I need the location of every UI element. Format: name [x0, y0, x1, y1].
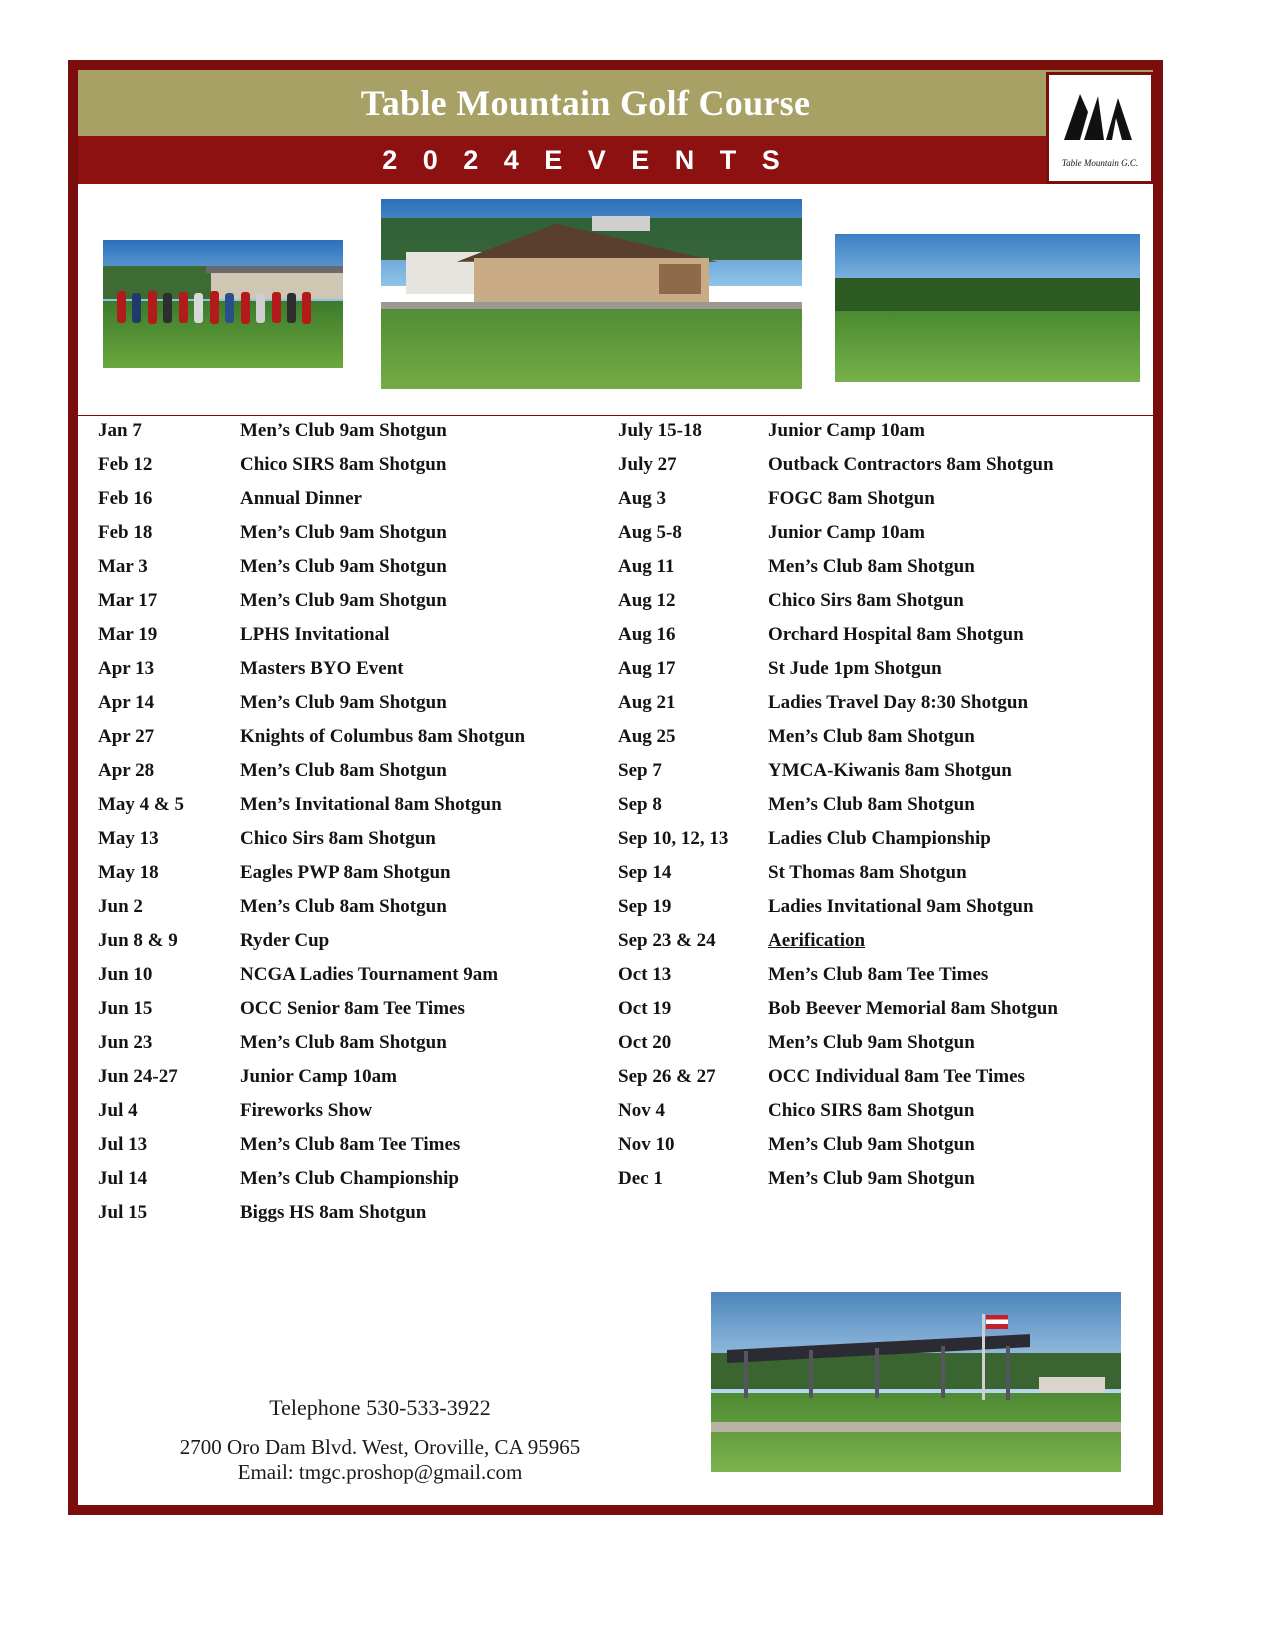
event-date: Aug 17	[618, 658, 676, 679]
event-description: Men’s Club 9am Shotgun	[768, 1032, 975, 1053]
events-list	[78, 420, 1153, 1290]
event-row	[618, 930, 1148, 964]
event-description: Masters BYO Event	[240, 658, 404, 679]
event-date: Apr 27	[98, 726, 155, 747]
event-description: Aerification	[768, 930, 866, 951]
event-row	[98, 828, 618, 862]
events-column-left	[98, 420, 618, 1236]
logo-mountain-icon	[1058, 88, 1142, 144]
event-date: Apr 14	[98, 692, 155, 713]
event-date: Apr 13	[98, 658, 155, 679]
event-row	[98, 590, 618, 624]
event-description: Ladies Club Championship	[768, 828, 991, 849]
event-description: Men’s Club 8am Tee Times	[768, 964, 989, 985]
event-row	[618, 556, 1148, 590]
event-row	[618, 896, 1148, 930]
event-description: Men’s Club 9am Shotgun	[240, 556, 447, 577]
event-date: Dec 1	[618, 1168, 663, 1189]
event-row	[618, 862, 1148, 896]
event-description: Ladies Travel Day 8:30 Shotgun	[768, 692, 1029, 713]
phone-number: Telephone 530-533-3922	[269, 1395, 491, 1420]
event-row	[98, 692, 618, 726]
event-date: May 13	[98, 828, 159, 849]
event-row	[618, 828, 1148, 862]
event-row	[98, 624, 618, 658]
event-description: Eagles PWP 8am Shotgun	[240, 862, 451, 883]
event-date: Sep 14	[618, 862, 672, 883]
event-date: Feb 18	[98, 522, 153, 543]
event-row	[618, 998, 1148, 1032]
event-date: Oct 20	[618, 1032, 672, 1053]
event-row	[618, 658, 1148, 692]
event-row	[618, 760, 1148, 794]
event-row	[98, 998, 618, 1032]
event-date: Apr 28	[98, 760, 155, 781]
event-description: Knights of Columbus 8am Shotgun	[240, 726, 526, 747]
event-date: Aug 16	[618, 624, 676, 645]
driving-range-canopy-photo	[711, 1292, 1121, 1472]
event-date: Jun 8 & 9	[98, 930, 178, 951]
event-description: Men’s Club 8am Shotgun	[240, 896, 447, 917]
event-description: Men’s Club 8am Shotgun	[768, 556, 975, 577]
event-date: Jan 7	[98, 420, 142, 441]
event-description: Annual Dinner	[240, 488, 362, 509]
event-description: Junior Camp 10am	[240, 1066, 397, 1087]
event-date: Jun 23	[98, 1032, 153, 1053]
event-row	[618, 454, 1148, 488]
event-description: St Jude 1pm Shotgun	[768, 658, 942, 679]
page-title: Table Mountain Golf Course	[360, 83, 811, 123]
event-row	[618, 1168, 1148, 1202]
event-description: Chico Sirs 8am Shotgun	[240, 828, 436, 849]
event-description: Orchard Hospital 8am Shotgun	[768, 624, 1024, 645]
event-description: Men’s Club 8am Shotgun	[240, 760, 447, 781]
flag-icon	[986, 1315, 1008, 1329]
event-description: Outback Contractors 8am Shotgun	[768, 454, 1054, 475]
event-row	[618, 964, 1148, 998]
event-description: OCC Individual 8am Tee Times	[768, 1066, 1025, 1087]
event-date: Sep 26 & 27	[618, 1066, 716, 1087]
event-description: YMCA-Kiwanis 8am Shotgun	[768, 760, 1012, 781]
event-description: Men’s Club 9am Shotgun	[240, 522, 447, 543]
event-date: July 15-18	[618, 420, 702, 441]
event-date: Oct 13	[618, 964, 672, 985]
event-description: Biggs HS 8am Shotgun	[240, 1202, 427, 1223]
event-date: Aug 25	[618, 726, 676, 747]
event-row	[618, 726, 1148, 760]
logo-monogram-icon	[1058, 88, 1142, 152]
event-date: Feb 12	[98, 454, 153, 475]
event-description: Men’s Invitational 8am Shotgun	[240, 794, 502, 815]
events-column-right	[618, 420, 1148, 1202]
event-date: Aug 5-8	[618, 522, 682, 543]
event-row	[98, 488, 618, 522]
event-description: Men’s Club 9am Shotgun	[240, 692, 447, 713]
header-subtitle-band	[78, 136, 1153, 184]
event-description: Men’s Club Championship	[240, 1168, 459, 1189]
event-date: Mar 3	[98, 556, 148, 577]
event-date: Sep 23 & 24	[618, 930, 716, 951]
event-row	[618, 420, 1148, 454]
event-row	[98, 862, 618, 896]
event-row	[98, 1134, 618, 1168]
event-description: Men’s Club 9am Shotgun	[240, 590, 447, 611]
event-description: Men’s Club 9am Shotgun	[240, 420, 447, 441]
event-description: Ladies Invitational 9am Shotgun	[768, 896, 1034, 917]
event-date: May 4 & 5	[98, 794, 185, 815]
event-row	[618, 1032, 1148, 1066]
fairway-photo	[835, 234, 1140, 382]
event-row	[98, 964, 618, 998]
logo-caption: Table Mountain G.C.	[1061, 158, 1139, 168]
event-description: Ryder Cup	[240, 930, 330, 951]
event-description: Men’s Club 8am Shotgun	[240, 1032, 447, 1053]
event-description: Men’s Club 8am Shotgun	[768, 726, 975, 747]
event-date: Nov 10	[618, 1134, 675, 1155]
event-row	[98, 522, 618, 556]
event-description: LPHS Invitational	[240, 624, 390, 645]
event-date: Jul 14	[98, 1168, 148, 1189]
event-row	[618, 794, 1148, 828]
event-date: Jul 4	[98, 1100, 138, 1121]
event-date: Aug 3	[618, 488, 667, 509]
event-description: St Thomas 8am Shotgun	[768, 862, 967, 883]
event-description: Junior Camp 10am	[768, 420, 925, 441]
event-date: Mar 17	[98, 590, 158, 611]
event-description: Men’s Club 9am Shotgun	[768, 1134, 975, 1155]
event-row	[98, 760, 618, 794]
group-photo-men-in-red-shirts	[103, 240, 343, 368]
event-date: Jun 2	[98, 896, 143, 917]
event-row	[618, 1100, 1148, 1134]
event-description: Fireworks Show	[240, 1100, 373, 1121]
event-row	[618, 590, 1148, 624]
event-date: Oct 19	[618, 998, 672, 1019]
street-address: 2700 Oro Dam Blvd. West, Oroville, CA 95965	[179, 1435, 581, 1459]
event-row	[98, 658, 618, 692]
event-description: Chico SIRS 8am Shotgun	[768, 1100, 975, 1121]
event-row	[98, 1032, 618, 1066]
event-description: Men’s Club 9am Shotgun	[768, 1168, 975, 1189]
event-row	[618, 488, 1148, 522]
event-date: Aug 21	[618, 692, 676, 713]
event-date: Jun 24-27	[98, 1066, 178, 1087]
event-row	[618, 1066, 1148, 1100]
email-address[interactable]: Email: tmgc.proshop@gmail.com	[237, 1460, 523, 1484]
contact-block	[110, 1395, 650, 1485]
event-row	[98, 420, 618, 454]
event-row	[98, 1100, 618, 1134]
event-date: Jun 10	[98, 964, 153, 985]
photo-strip	[78, 184, 1153, 416]
event-row	[618, 522, 1148, 556]
event-date: Nov 4	[618, 1100, 665, 1121]
event-date: Aug 11	[618, 556, 675, 577]
event-date: Jul 15	[98, 1202, 148, 1223]
event-date: Jun 15	[98, 998, 153, 1019]
event-description: Junior Camp 10am	[768, 522, 925, 543]
event-row	[98, 930, 618, 964]
event-date: Feb 16	[98, 488, 153, 509]
event-row	[98, 1066, 618, 1100]
event-row	[98, 1202, 618, 1236]
event-description: OCC Senior 8am Tee Times	[240, 998, 465, 1019]
event-date: Sep 19	[618, 896, 672, 917]
event-date: Aug 12	[618, 590, 676, 611]
event-row	[618, 624, 1148, 658]
event-row	[98, 1168, 618, 1202]
event-description: Men’s Club 8am Shotgun	[768, 794, 975, 815]
header-title-band	[78, 70, 1153, 136]
event-description: FOGC 8am Shotgun	[768, 488, 935, 509]
event-date: Sep 7	[618, 760, 662, 781]
event-row	[618, 1134, 1148, 1168]
event-row	[618, 692, 1148, 726]
event-row	[98, 726, 618, 760]
event-date: July 27	[618, 454, 677, 475]
event-description: Chico SIRS 8am Shotgun	[240, 454, 447, 475]
event-description: NCGA Ladies Tournament 9am	[240, 964, 499, 985]
event-row	[98, 896, 618, 930]
event-date: Sep 10, 12, 13	[618, 828, 729, 849]
events-year-subtitle: 2 0 2 4 E V E N T S	[382, 144, 789, 175]
event-description: Bob Beever Memorial 8am Shotgun	[768, 998, 1058, 1019]
event-row	[98, 556, 618, 590]
event-date: Mar 19	[98, 624, 158, 645]
event-description: Men’s Club 8am Tee Times	[240, 1134, 461, 1155]
event-date: Jul 13	[98, 1134, 148, 1155]
event-date: May 18	[98, 862, 159, 883]
event-row	[98, 794, 618, 828]
event-row	[98, 454, 618, 488]
event-date: Sep 8	[618, 794, 662, 815]
clubhouse-photo	[381, 199, 802, 389]
event-description: Chico Sirs 8am Shotgun	[768, 590, 964, 611]
club-logo	[1046, 72, 1154, 184]
